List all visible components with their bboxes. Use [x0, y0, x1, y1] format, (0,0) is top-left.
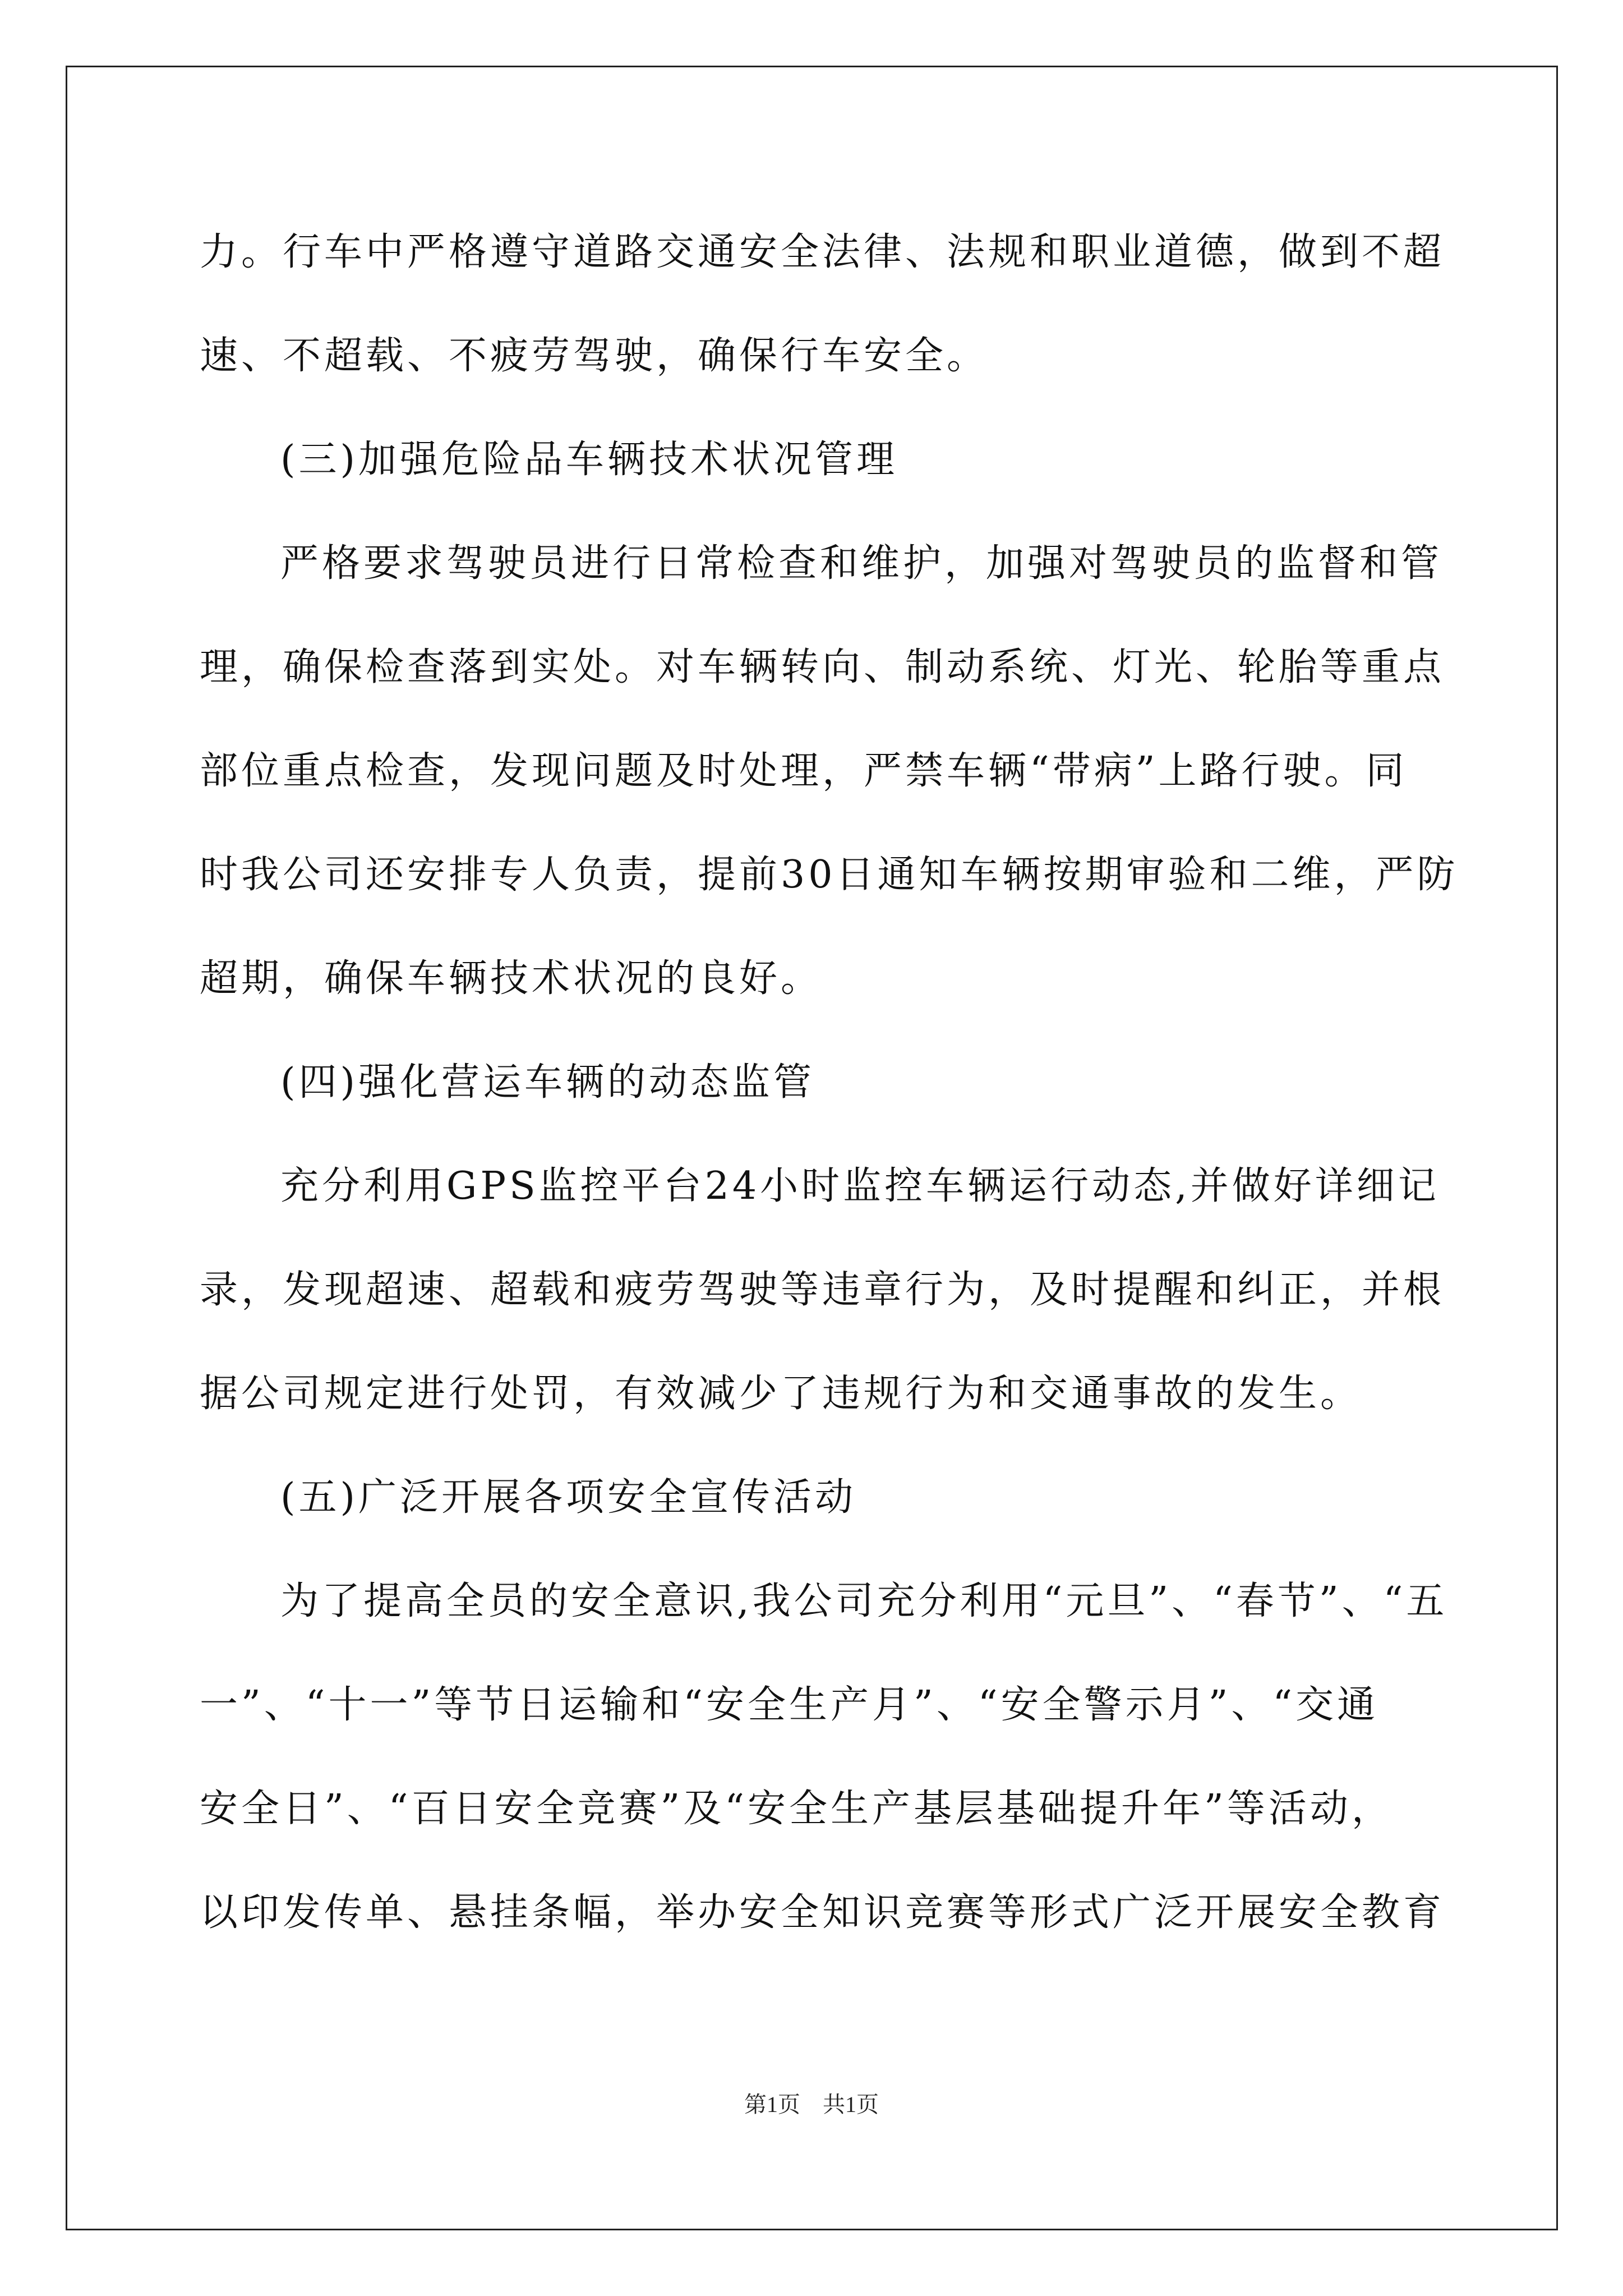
text-line: 充分利用GPS监控平台24小时监控车辆运行动态,并做好详细记 [280, 1164, 1440, 1208]
section-heading: (三)加强危险品车辆技术状况管理 [280, 438, 898, 482]
text-line: 一”、“十一”等节日运输和“安全生产月”、“安全警示月”、“交通 [200, 1683, 1379, 1727]
section-heading: (五)广泛开展各项安全宣传活动 [280, 1475, 857, 1520]
text-line: 速、不超载、不疲劳驾驶，确保行车安全。 [200, 334, 989, 378]
text-line: 时我公司还安排专人负责，提前30日通知车辆按期审验和二维，严防 [200, 853, 1459, 897]
page-footer: 第1页 共1页 [744, 2092, 879, 2117]
section-heading: (四)强化营运车辆的动态监管 [280, 1060, 815, 1105]
text-line: 以印发传单、悬挂条幅，举办安全知识竞赛等形式广泛开展安全教育 [200, 1890, 1445, 1935]
text-line: 理，确保检查落到实处。对车辆转向、制动系统、灯光、轮胎等重点 [200, 645, 1445, 689]
text-line: 超期，确保车辆技术状况的良好。 [200, 956, 823, 1001]
text-line: 为了提高全员的安全意识,我公司充分利用“元旦”、“春节”、“五 [280, 1579, 1448, 1623]
text-line: 安全日”、“百日安全竞赛”及“安全生产基层基础提升年”等活动， [200, 1787, 1393, 1831]
text-line: 部位重点检查，发现问题及时处理，严禁车辆“带病”上路行驶。同 [200, 749, 1408, 793]
text-line: 力。行车中严格遵守道路交通安全法律、法规和职业道德，做到不超 [200, 230, 1445, 274]
text-line: 录，发现超速、超载和疲劳驾驶等违章行为，及时提醒和纠正，并根 [200, 1268, 1445, 1312]
text-line: 据公司规定进行处罚，有效减少了违规行为和交通事故的发生。 [200, 1372, 1362, 1416]
text-line: 严格要求驾驶员进行日常检查和维护，加强对驾驶员的监督和管 [280, 541, 1443, 586]
